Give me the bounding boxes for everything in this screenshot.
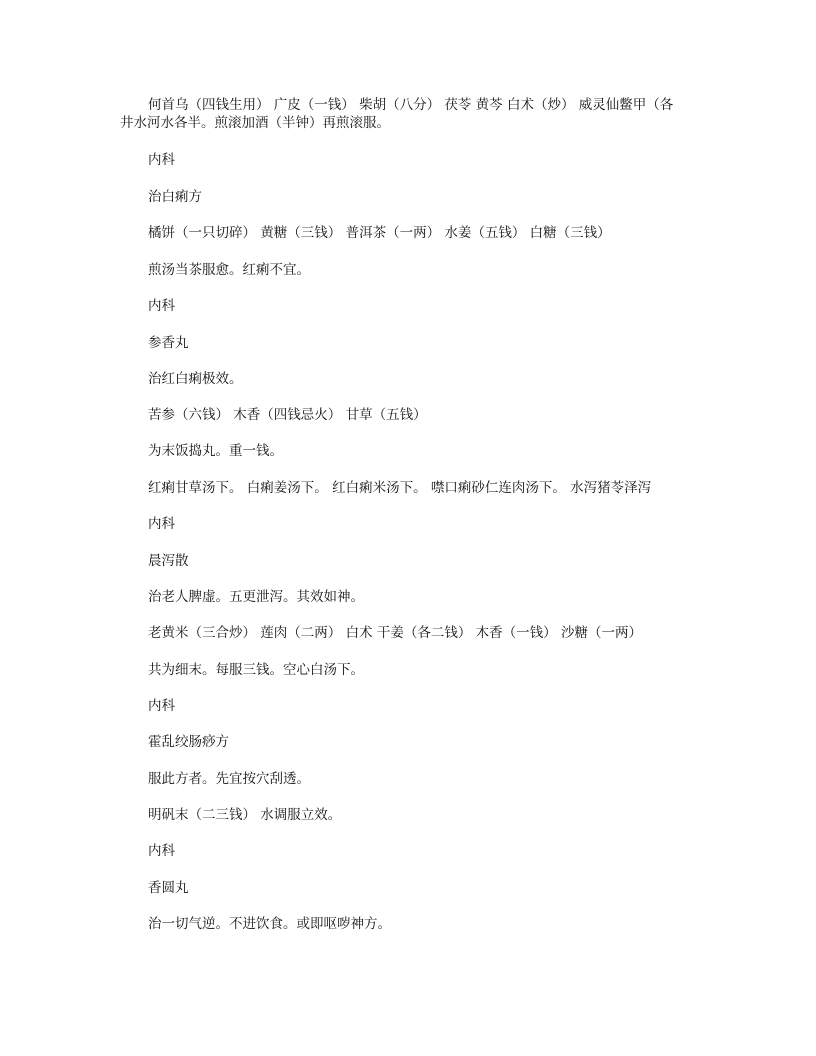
recipe-title: 晨泻散: [148, 553, 189, 569]
recipe-indication: 治老人脾虚。五更泄泻。其效如神。: [148, 589, 364, 605]
recipe-instructions: 共为细末。每服三钱。空心白汤下。: [148, 662, 364, 678]
recipe-instructions: 煎汤当茶服愈。红痢不宜。: [148, 262, 310, 278]
recipe-ingredients: 老黄米（三合炒） 莲肉（二两） 白术 干姜（各二钱） 木香（一钱） 沙糖（一两）: [148, 625, 642, 641]
recipe-title: 香圆丸: [148, 880, 189, 896]
recipe-instructions-line: 井水河水各半。煎滚加酒（半钟）再煎滚服。: [120, 115, 390, 131]
recipe-title: 参香丸: [148, 335, 189, 351]
recipe-indication: 治红白痢极效。: [148, 371, 243, 387]
section-label: 内科: [148, 152, 175, 168]
section-label: 内科: [148, 843, 175, 859]
section-label: 内科: [148, 298, 175, 314]
section-label: 内科: [148, 516, 175, 532]
recipe-instructions: 服此方者。先宜按穴刮透。: [148, 771, 310, 787]
recipe-ingredients: 橘饼（一只切碎） 黄糖（三钱） 普洱茶（一两） 水姜（五钱） 白糖（三钱）: [148, 225, 611, 241]
recipe-title: 治白痢方: [148, 189, 202, 205]
recipe-usage: 红痢甘草汤下。 白痢姜汤下。 红白痢米汤下。 噤口痢砂仁连肉汤下。 水泻猪苓泽泻: [148, 480, 652, 496]
recipe-ingredients: 苦参（六钱） 木香（四钱忌火） 甘草（五钱）: [148, 407, 427, 423]
recipe-ingredients-line: 何首乌（四钱生用） 广皮（一钱） 柴胡（八分） 茯苓 黄芩 白术（炒） 威灵仙鳖甲（各: [148, 97, 674, 113]
section-label: 内科: [148, 698, 175, 714]
recipe-indication: 治一切气逆。不进饮食。或即呕哕神方。: [148, 916, 391, 932]
recipe-ingredients: 明矾末（二三钱） 水调服立效。: [148, 807, 342, 823]
recipe-instructions: 为末饭捣丸。重一钱。: [148, 443, 283, 459]
recipe-title: 霍乱绞肠痧方: [148, 734, 229, 750]
recipe-paragraph: [120, 96, 696, 132]
